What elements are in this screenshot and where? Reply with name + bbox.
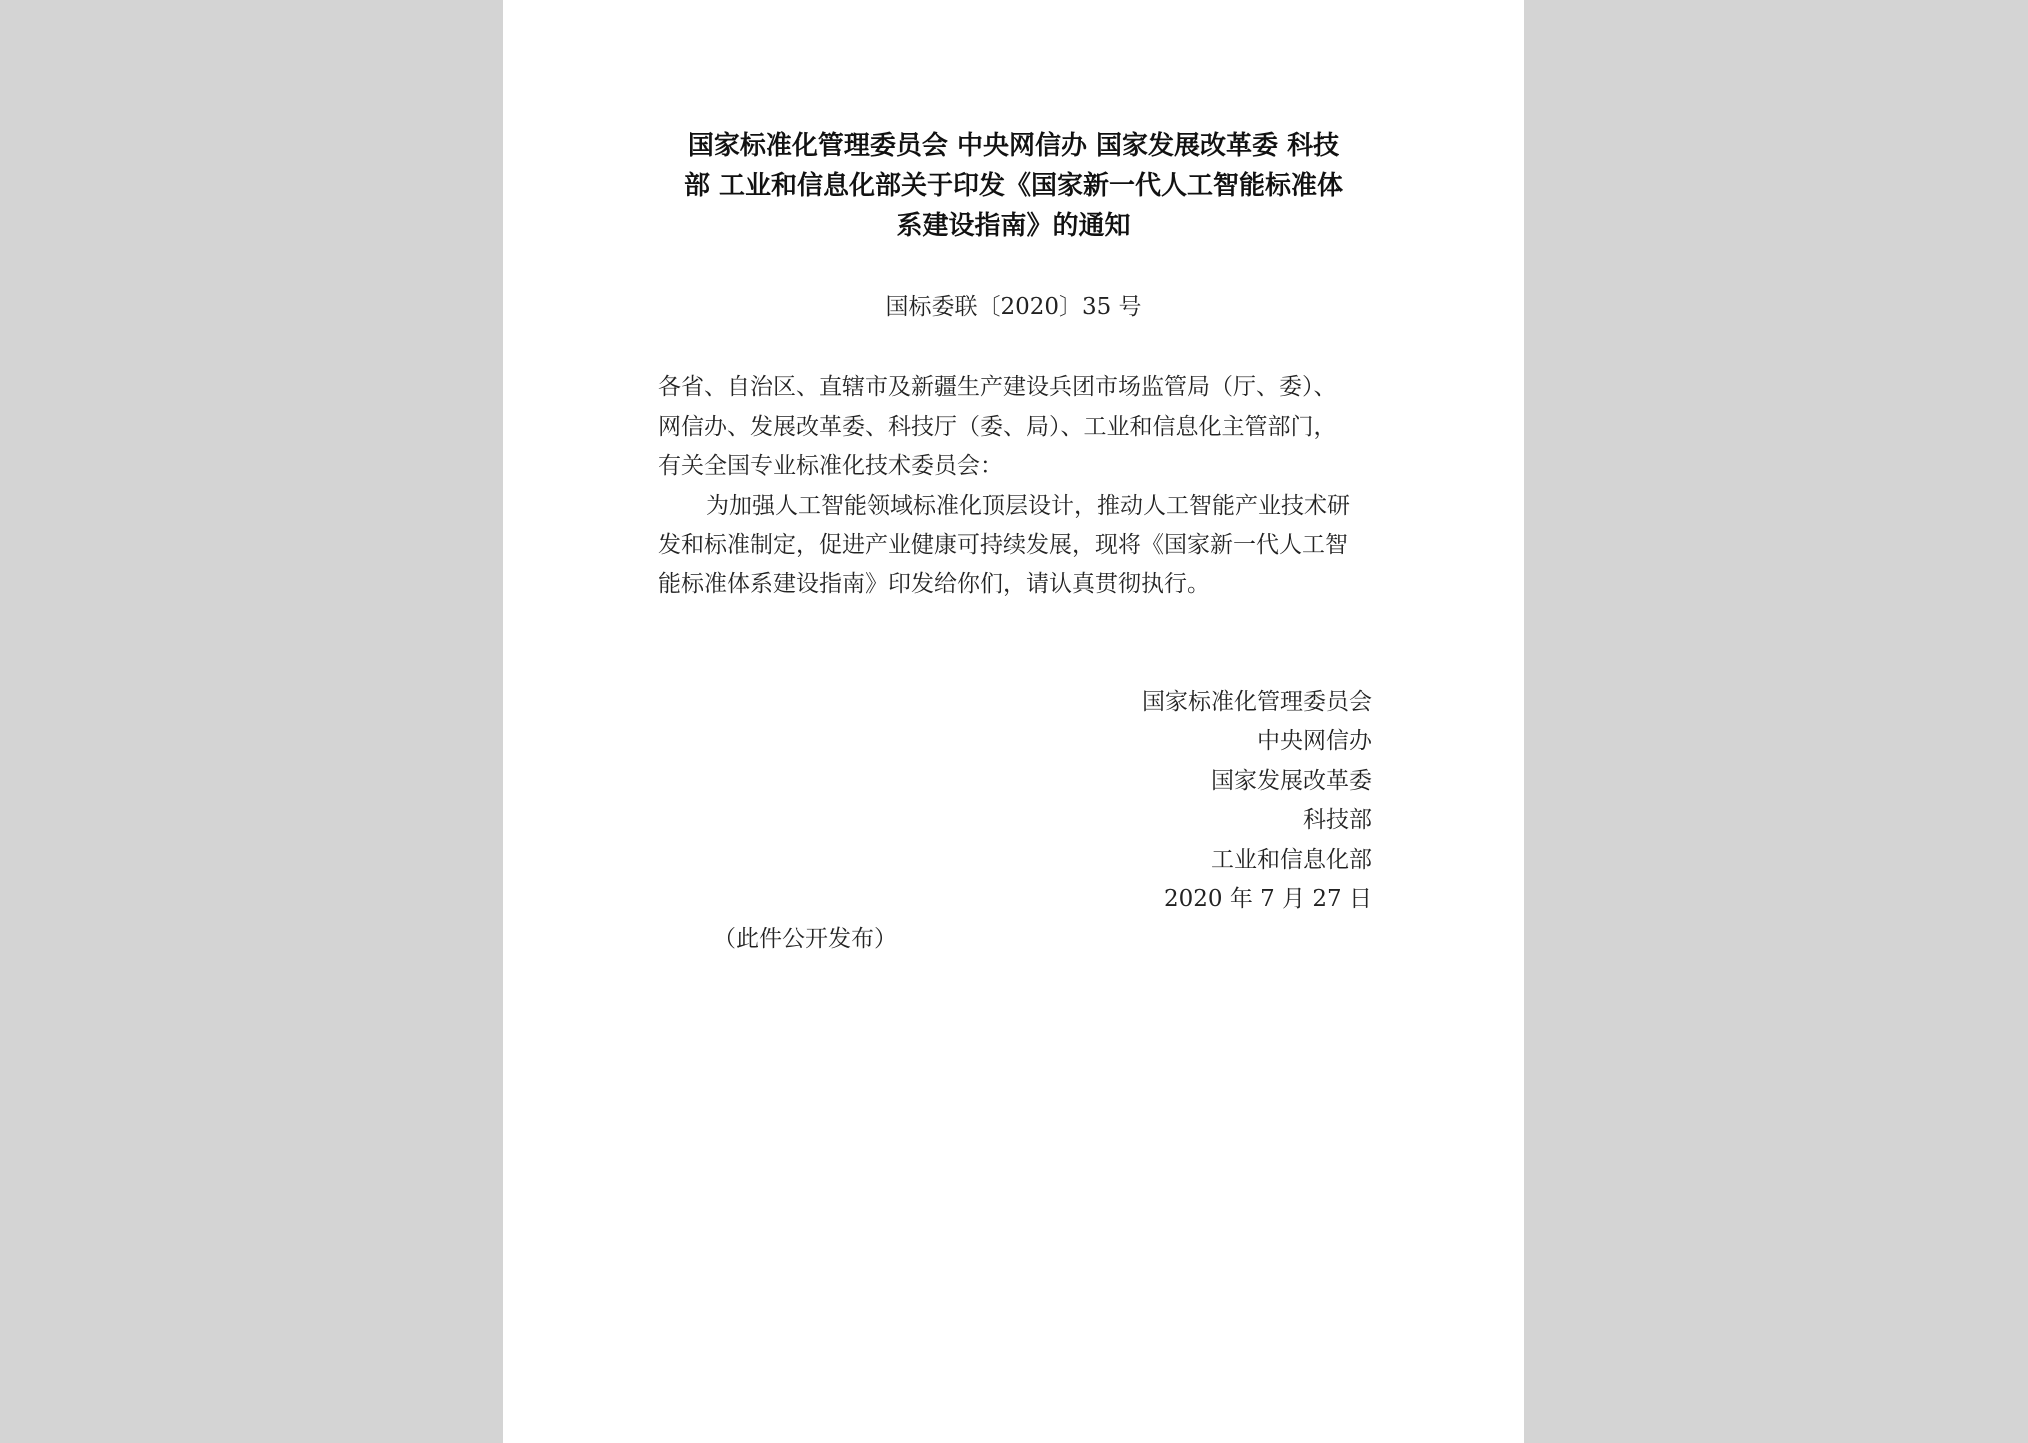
signatory-ndrc: 国家发展改革委	[1211, 768, 1372, 794]
body-line-1: 为加强人工智能领域标准化顶层设计，推动人工智能产业技术研	[706, 493, 1350, 519]
addressee-line-1: 各省、自治区、直辖市及新疆生产建设兵团市场监管局（厅、委）、	[658, 374, 1337, 400]
signatory-most: 科技部	[1303, 807, 1372, 833]
public-release-note: （此件公开发布）	[713, 926, 897, 952]
signatory-sac: 国家标准化管理委员会	[1142, 689, 1372, 715]
addressee-line-3: 有关全国专业标准化技术委员会：	[658, 453, 1003, 479]
body-line-2: 发和标准制定，促进产业健康可持续发展，现将《国家新一代人工智	[658, 532, 1348, 558]
document-number: 国标委联〔2020〕35 号	[885, 294, 1142, 320]
notice-title-line-2: 部 工业和信息化部关于印发《国家新一代人工智能标准体	[683, 171, 1344, 201]
signatory-cac: 中央网信办	[1257, 728, 1372, 754]
document-page	[503, 0, 1524, 1443]
notice-title-line-3: 系建设指南》的通知	[896, 211, 1131, 241]
notice-title-line-1: 国家标准化管理委员会 中央网信办 国家发展改革委 科技	[687, 131, 1340, 161]
signatory-miit: 工业和信息化部	[1211, 847, 1372, 873]
issue-date: 2020 年 7 月 27 日	[1164, 886, 1372, 912]
body-line-3: 能标准体系建设指南》印发给你们，请认真贯彻执行。	[658, 571, 1210, 597]
addressee-line-2: 网信办、发展改革委、科技厅（委、局）、工业和信息化主管部门，	[658, 414, 1337, 440]
